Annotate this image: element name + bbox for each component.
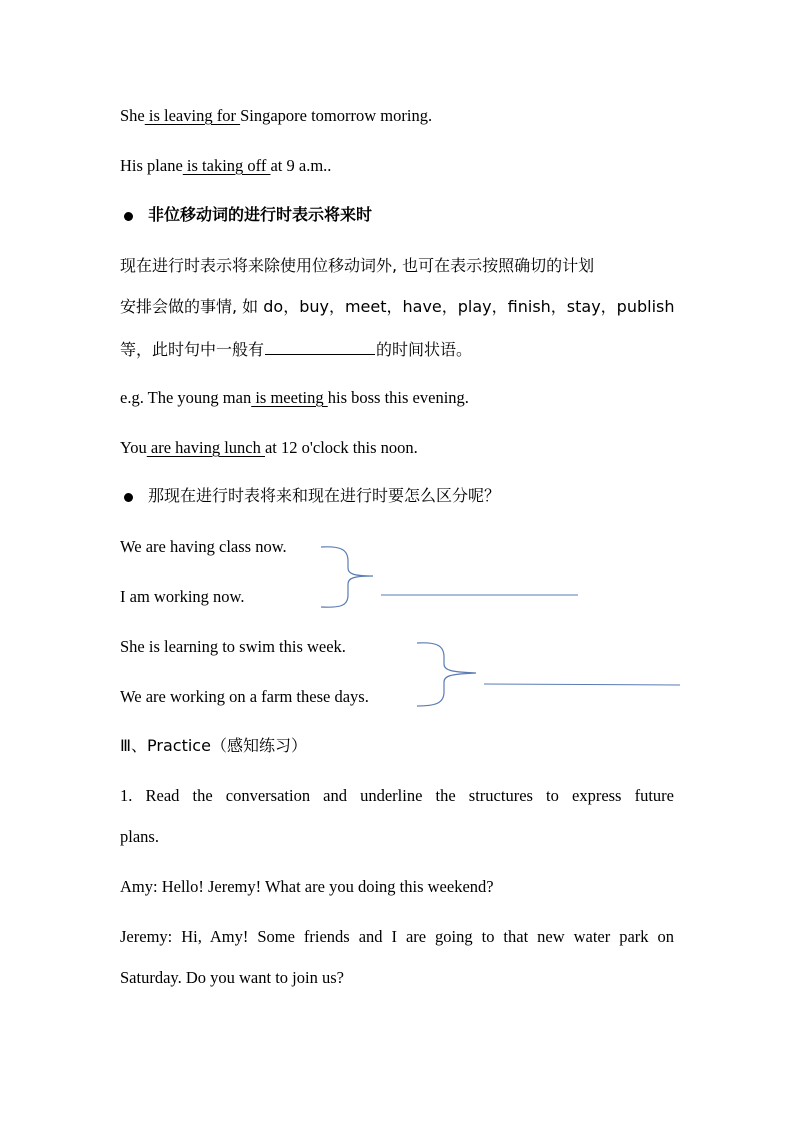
bullet-icon bbox=[124, 212, 133, 221]
example-line-taking-off bbox=[120, 158, 331, 175]
text: You bbox=[120, 438, 147, 457]
underlined-phrase: are having lunch bbox=[146, 438, 265, 457]
dialogue-amy: Amy: Hello! Jeremy! What are you doing this weekend? bbox=[120, 877, 494, 896]
underlined-phrase: is leaving for bbox=[144, 106, 241, 125]
text: She bbox=[120, 106, 145, 125]
fill-blank[interactable] bbox=[265, 340, 375, 355]
text: Singapore tomorrow moring. bbox=[240, 106, 433, 125]
text: 的时间状语。 bbox=[376, 340, 473, 359]
dialogue-jeremy: Saturday. Do you want to join us? bbox=[120, 968, 344, 987]
text: his boss this evening. bbox=[327, 388, 469, 407]
practice-heading: Ⅲ、Practice（感知练习） bbox=[120, 736, 307, 755]
group1-line: I am working now. bbox=[120, 587, 245, 606]
example-line-lunch bbox=[120, 440, 418, 457]
underlined-phrase: is meeting bbox=[251, 388, 328, 407]
paragraph-line: 现在进行时表示将来除使用位移动词外, 也可在表示按照确切的计划 bbox=[120, 256, 595, 275]
question-line: plans. bbox=[120, 827, 159, 846]
text: at 9 a.m.. bbox=[270, 156, 332, 175]
dialogue-jeremy: Jeremy: Hi, Amy! Some friends and I are going to that new water park on bbox=[120, 927, 674, 946]
group1-line: We are having class now. bbox=[120, 537, 287, 556]
question-line: 1. Read the conversation and underline the structures to express future bbox=[120, 786, 674, 805]
section-heading-distinguish: 那现在进行时表将来和现在进行时要怎么区分呢？ bbox=[148, 486, 501, 505]
paragraph-line bbox=[120, 299, 675, 316]
underlined-phrase: is taking off bbox=[182, 156, 271, 175]
brace-icon bbox=[318, 543, 583, 613]
brace-icon bbox=[414, 640, 684, 710]
paragraph-line-blank bbox=[120, 340, 472, 359]
text: e.g. The young man bbox=[120, 388, 252, 407]
group2-line: We are working on a farm these days. bbox=[120, 687, 369, 706]
group2-line: She is learning to swim this week. bbox=[120, 637, 346, 656]
bullet-icon bbox=[124, 493, 133, 502]
example-line-leaving bbox=[120, 108, 432, 125]
example-line-meeting bbox=[120, 390, 469, 407]
section-heading-nonmove: 非位移动词的进行时表示将来时 bbox=[148, 205, 373, 224]
text: at 12 o'clock this noon. bbox=[264, 438, 418, 457]
text: 安排会做的事情, 如 do，buy，meet，have，play，finish，stay，publish bbox=[120, 297, 675, 316]
text: His plane bbox=[120, 156, 183, 175]
text: 等，此时句中一般有 bbox=[120, 340, 265, 359]
answer-line[interactable] bbox=[484, 684, 680, 685]
